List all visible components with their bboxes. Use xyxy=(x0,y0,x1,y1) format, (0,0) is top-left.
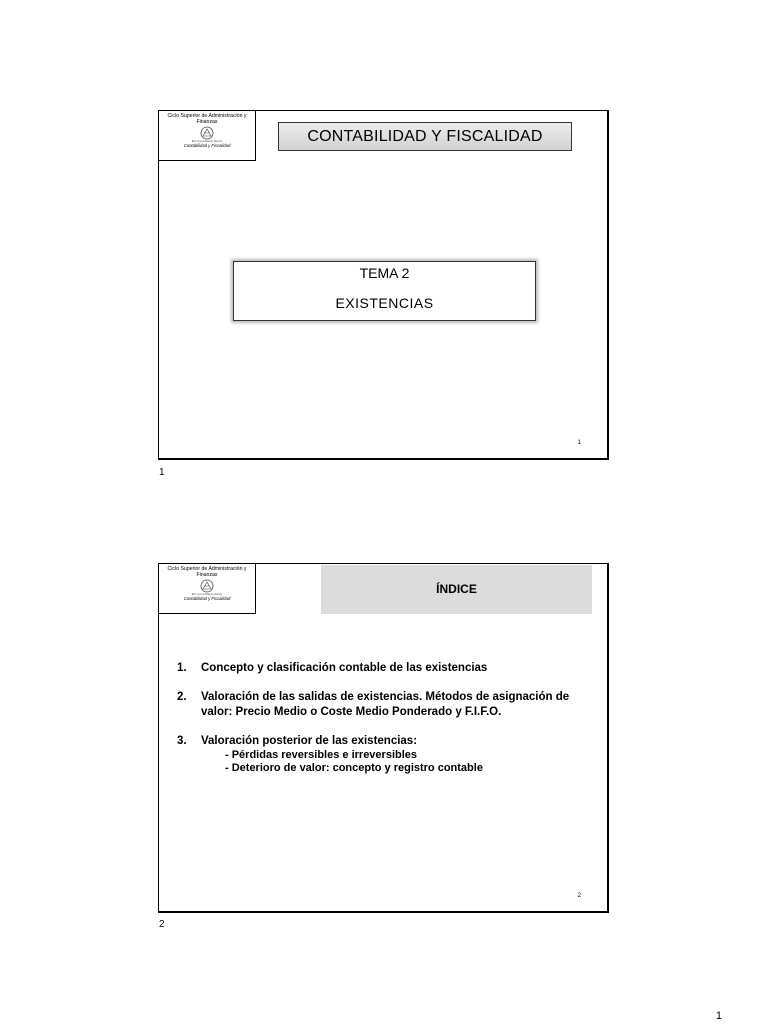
page-number: 1 xyxy=(715,1010,722,1022)
seal-caption: IES Comunidad de Reinos xyxy=(191,140,223,143)
item-text: Valoración posterior de las existencias: xyxy=(201,735,418,747)
item-number: 2. xyxy=(177,691,187,703)
logo-box xyxy=(159,564,256,614)
item-text: Concepto y clasificación contable de las existencias xyxy=(201,662,488,674)
subject-label: Contabilidad y Fiscalidad xyxy=(183,143,231,148)
sub-item: - Deterioro de valor: concepto y registro contable xyxy=(225,762,483,774)
item-number: 1. xyxy=(177,662,187,674)
index-list xyxy=(177,661,597,785)
seal-caption: IES Comunidad de Reinos xyxy=(191,593,223,596)
tema-box xyxy=(233,261,536,321)
list-item xyxy=(177,690,597,720)
logo-box xyxy=(159,111,256,161)
list-item xyxy=(177,734,597,775)
slide-2-label: 2 xyxy=(159,919,165,930)
tema-number: TEMA 2 xyxy=(359,265,410,281)
item-text: Valoración de las salidas de existencias. Métodos de asignación de valor: Precio Medio o Coste Medio Ponderado y F.I.F.O. xyxy=(201,691,570,718)
slide-1 xyxy=(158,110,609,460)
course-title: CONTABILIDAD Y FISCALIDAD xyxy=(278,122,572,151)
subject-label: Contabilidad y Fiscalidad xyxy=(183,596,231,601)
school-name: Ciclo Superior de Administración y Finanzas xyxy=(167,113,247,125)
school-seal-icon xyxy=(199,126,215,140)
slide-1-label: 1 xyxy=(159,467,165,478)
index-header: ÍNDICE xyxy=(321,565,592,614)
item-number: 3. xyxy=(177,735,187,747)
sub-item: - Pérdidas reversibles e irreversibles xyxy=(225,749,418,761)
list-item xyxy=(177,661,597,676)
school-name: Ciclo Superior de Administración y Finanzas xyxy=(167,566,247,578)
slide-2 xyxy=(158,563,609,913)
tema-title: EXISTENCIAS xyxy=(335,295,434,311)
school-seal-icon xyxy=(199,579,215,593)
slide-number: 1 xyxy=(577,440,581,446)
slide-number: 2 xyxy=(577,893,581,899)
